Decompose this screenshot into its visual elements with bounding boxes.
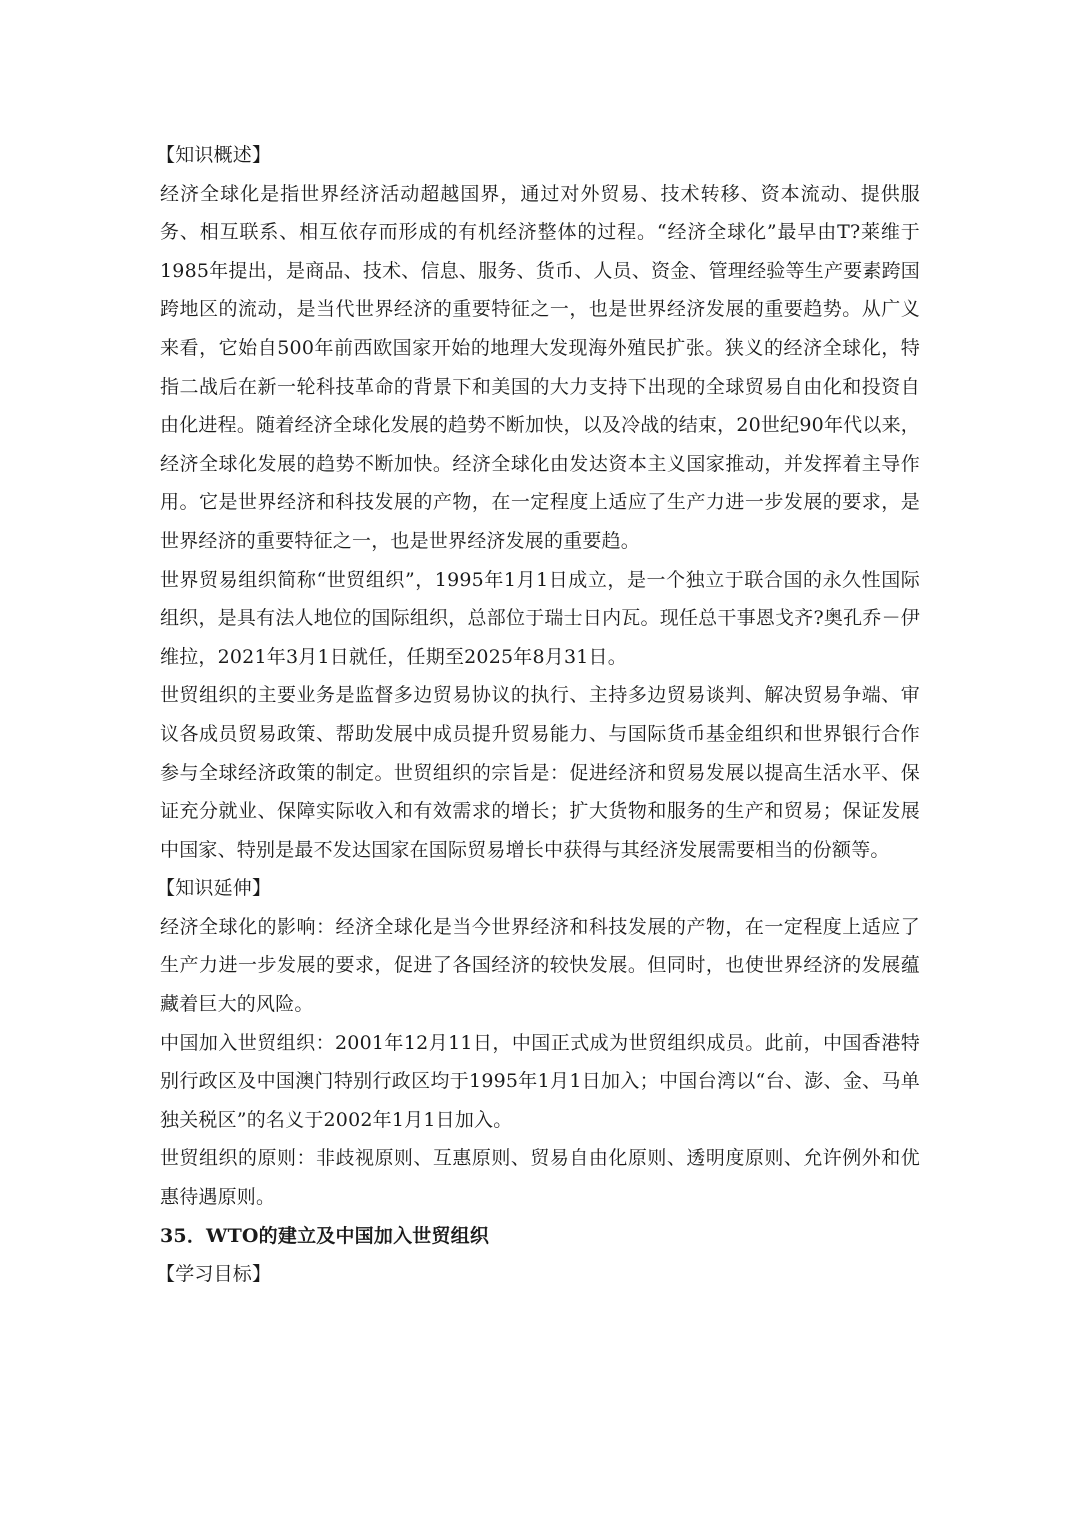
paragraph-wto-business: 世贸组织的主要业务是监督多边贸易协议的执行、主持多边贸易谈判、解决贸易争端、审议各成员贸易政策、帮助发展中成员提升贸易能力、与国际货币基金组织和世界银行合作参与全球经济政策的制定。世贸组织的宗旨是：促进经济和贸易发展以提高生活水平、保证充分就业、保障实际收入和有效需求的增长；扩大货物和服务的生产和贸易；保证发展中国家、特别是最不发达国家在国际贸易增长中获得与其经济发展需要相当的份额等。 [160,684,920,861]
paragraph-impact: 经济全球化的影响：经济全球化是当今世界经济和科技发展的产物，在一定程度上适应了生产力进一步发展的要求，促进了各国经济的较快发展。但同时，也使世界经济的发展蕴藏着巨大的风险。 [160,915,920,1016]
heading-goals: 【学习目标】 [156,1263,272,1286]
document-page [156,136,920,1294]
paragraph-globalization: 经济全球化是指世界经济活动超越国界，通过对外贸易、技术转移、资本流动、提供服务、相互联系、相互依存而形成的有机经济整体的过程。“经济全球化”最早由T?莱维于1985年提出，是商品、技术、信息、服务、货币、人员、资金、管理经验等生产要素跨国跨地区的流动，是当代世界经济的重要特征之一，也是世界经济发展的重要趋势。从广义来看，它始自500年前西欧国家开始的地理大发现海外殖民扩张。狭义的经济全球化，特指二战后在新一轮科技革命的背景下和美国的大力支持下出现的全球贸易自由化和投资自由化进程。随着经济全球化发展的趋势不断加快，以及冷战的结束，20世纪90年代以来，经济全球化发展的趋势不断加快。经济全球化由发达资本主义国家推动，并发挥着主导作用。它是世界经济和科技发展的产物，在一定程度上适应了生产力进一步发展的要求，是世界经济的重要特征之一，也是世界经济发展的重要趋。 [160,182,920,552]
heading-extension: 【知识延伸】 [156,877,272,900]
section-title: 35．WTO的建立及中国加入世贸组织 [160,1224,490,1247]
paragraph-china-joining: 中国加入世贸组织：2001年12月11日，中国正式成为世贸组织成员。此前，中国香港特别行政区及中国澳门特别行政区均于1995年1月1日加入；中国台湾以“台、澎、金、马单独关税区”的名义于2002年1月1日加入。 [160,1031,920,1131]
paragraph-wto-principles: 世贸组织的原则：非歧视原则、互惠原则、贸易自由化原则、透明度原则、允许例外和优惠待遇原则。 [160,1147,920,1209]
heading-overview: 【知识概述】 [156,144,272,166]
paragraph-wto-intro: 世界贸易组织简称“世贸组织”，1995年1月1日成立，是一个独立于联合国的永久性国际组织，是具有法人地位的国际组织，总部位于瑞士日内瓦。现任总干事恩戈齐?奥孔乔－伊维拉，2021年3月1日就任，任期至2025年8月31日。 [160,568,920,668]
